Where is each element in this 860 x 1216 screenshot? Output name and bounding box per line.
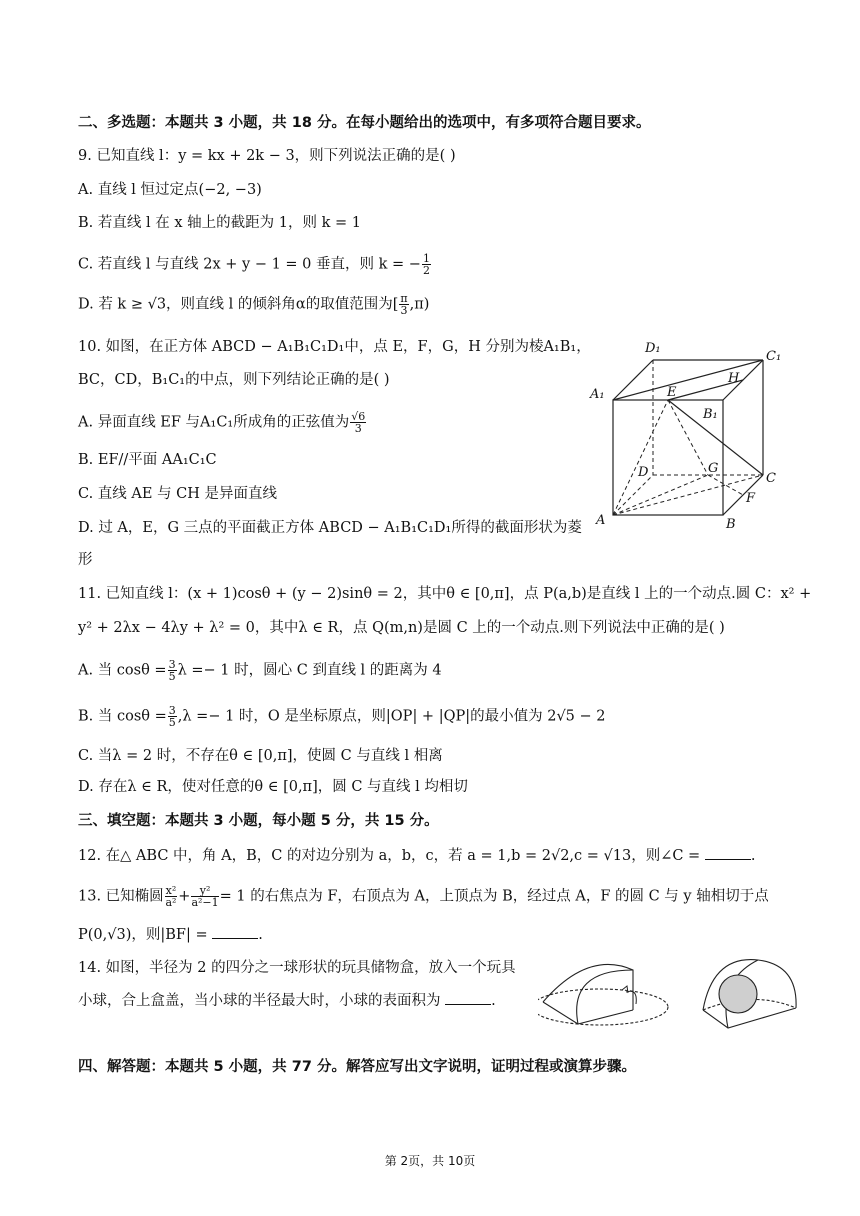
q13-answer-blank[interactable] (212, 924, 258, 939)
q9-option-d-text: D. 若 k ≥ √3，则直线 l 的倾斜角α的取值范围为[ (78, 296, 399, 313)
q11-stem-line1: 11. 已知直线 l：(x + 1)cosθ + (y − 2)sinθ = 2，其中θ ∈ [0,π]，点 P(a,b)是直线 l 上的一个动点.圆 C：x² + (78, 586, 812, 602)
q9-option-d-end: ,π) (409, 296, 430, 313)
q9-stem: 9. 已知直线 l：y = kx + 2k − 3，则下列说法正确的是( ) (78, 148, 456, 164)
label-f: F (746, 491, 756, 506)
q10-option-a-fraction (350, 411, 366, 434)
q11-b-denominator: 5 (168, 716, 176, 729)
closed-box-figure (703, 960, 796, 1028)
q9-option-c (78, 253, 432, 276)
q11-b-numerator: 3 (168, 704, 176, 717)
q14-stem-line1: 14. 如图，半径为 2 的四分之一球形状的玩具储物盒，放入一个玩具 (78, 960, 516, 976)
label-h: H (728, 371, 740, 386)
q14-end: . (491, 993, 496, 1009)
q11-option-a-text: A. 当 cosθ = (78, 662, 167, 679)
q9-option-d (78, 293, 429, 316)
q11-option-a-fraction (168, 659, 177, 682)
q13-fx-denominator: a² (165, 896, 177, 909)
q13-text-post: = 1 的右焦点为 F，右顶点为 A，上顶点为 B，经过点 A，F 的圆 C 与 y 轴相切于点 (219, 888, 769, 905)
q9-option-a: A. 直线 l 恒过定点(−2, −3) (78, 182, 262, 198)
diagonal-a1c1 (613, 360, 763, 400)
label-c1: C₁ (766, 349, 782, 364)
label-g: G (708, 461, 719, 476)
q13-fy-numerator: y² (191, 885, 218, 897)
q13-end: . (258, 927, 263, 943)
hidden-segment-ag (613, 475, 708, 515)
q10-stem-line1: 10. 如图，在正方体 ABCD − A₁B₁C₁D₁中，点 E，F，G，H 分别为棱A₁B₁， (78, 339, 591, 355)
q10-option-d-line2: 形 (78, 552, 93, 568)
hidden-segment-gf (708, 475, 743, 495)
q11-option-b-fraction (168, 705, 177, 728)
q9-option-d-fraction (399, 293, 408, 316)
label-c: C (766, 471, 776, 486)
section-heading-fill-in: 三、填空题：本题共 3 小题，每小题 5 分，共 15 分。 (78, 813, 439, 829)
q11-option-b-end: ,λ =− 1 时，O 是坐标原点，则|OP| + |QP|的最小值为 2√5 − 2 (177, 708, 606, 725)
closed-base-edges (703, 1008, 796, 1028)
q14-answer-blank[interactable] (445, 990, 491, 1005)
q12-answer-blank[interactable] (705, 845, 751, 860)
q9-d-denominator: 3 (400, 304, 408, 317)
quarter-sphere-figures (538, 950, 818, 1035)
base-ellipse (538, 989, 668, 1025)
q13-line2-text: P(0,√3)，则|BF| = (78, 927, 208, 943)
q10-option-d-line1: D. 过 A，E，G 三点的平面截正方体 ABCD − A₁B₁C₁D₁所得的截面形状为菱 (78, 520, 582, 536)
q12-text: 12. 在△ ABC 中，角 A，B，C 的对边分别为 a，b，c，若 a = 1,b = 2√2,c = √13，则∠C = (78, 848, 701, 864)
q13-fx-numerator: x² (165, 884, 177, 897)
q12-stem (78, 845, 755, 866)
q10-stem-line2: BC，CD，B₁C₁的中点，则下列结论正确的是( ) (78, 372, 390, 388)
hidden-segment-ac (613, 475, 763, 515)
q11-option-b-text: B. 当 cosθ = (78, 708, 167, 725)
q13-text-pre: 13. 已知椭圆 (78, 888, 164, 905)
q10-option-c: C. 直线 AE 与 CH 是异面直线 (78, 486, 278, 502)
q10-a-numerator: √6 (351, 410, 366, 423)
hidden-edge-ad (613, 475, 653, 515)
label-a: A (596, 513, 606, 528)
toy-ball (719, 975, 757, 1013)
q13-plus: + (178, 888, 191, 905)
cube-edge-bc (723, 475, 763, 515)
cube-edge-a1d1 (613, 360, 653, 400)
q11-stem-line2: y² + 2λx − 4λy + λ² = 0，其中λ ∈ R，点 Q(m,n)是圆 C 上的一个动点.则下列说法中正确的是( ) (78, 620, 725, 636)
box-base-right-edge (578, 1010, 633, 1024)
q10-a-denominator: 3 (354, 422, 362, 435)
q9-d-numerator: π (400, 292, 408, 305)
label-b: B (726, 517, 736, 530)
hidden-segment-ae (613, 400, 668, 515)
q9-option-b: B. 若直线 l 在 x 轴上的截距为 1，则 k = 1 (78, 215, 361, 231)
q11-option-a (78, 659, 442, 682)
hidden-segment-eg (668, 400, 708, 475)
section-heading-solutions: 四、解答题：本题共 5 小题，共 77 分。解答应写出文字说明，证明过程或演算步骤。 (78, 1059, 636, 1075)
box-base-front-edge (543, 1002, 578, 1024)
q11-option-c: C. 当λ = 2 时，不存在θ ∈ [0,π]，使圆 C 与直线 l 相离 (78, 748, 443, 764)
q9-c-numerator: 1 (422, 252, 430, 265)
box-outer-arc (543, 964, 633, 1010)
q13-fy-denominator: a²−1 (191, 896, 219, 909)
open-box-figure (538, 964, 668, 1025)
q11-a-denominator: 5 (168, 670, 176, 683)
q13-stem-line2 (78, 924, 263, 945)
page-footer: 第 2页，共 10页 (384, 1154, 476, 1168)
q9-option-c-text: C. 若直线 l 与直线 2x + y − 1 = 0 垂直，则 k = − (78, 256, 421, 273)
q11-option-d: D. 存在λ ∈ R，使对任意的θ ∈ [0,π]，圆 C 与直线 l 均相切 (78, 779, 468, 795)
q9-option-c-fraction (422, 253, 431, 276)
q11-option-a-end: λ =− 1 时，圆心 C 到直线 l 的距离为 4 (177, 662, 442, 679)
label-a1: A₁ (590, 387, 605, 402)
q14-line2-text: 小球，合上盒盖，当小球的半径最大时，小球的表面积为 (78, 993, 441, 1009)
section-heading-multiple-choice: 二、多选题：本题共 3 小题，共 18 分。在每小题给出的选项中，有多项符合题目要求。 (78, 115, 651, 131)
q10-option-a (78, 411, 367, 434)
label-b1: B₁ (703, 407, 718, 422)
label-e: E (667, 385, 677, 400)
label-d: D (638, 465, 649, 480)
q11-option-b (78, 705, 606, 728)
q10-option-a-text: A. 异面直线 EF 与A₁C₁所成角的正弦值为 (78, 414, 350, 431)
q14-stem-line2 (78, 990, 496, 1011)
q13-stem-line1 (78, 885, 769, 908)
q13-fraction-x (165, 885, 178, 908)
rotation-arrow (626, 991, 636, 1004)
q13-fraction-y (191, 885, 218, 908)
q11-a-numerator: 3 (168, 658, 176, 671)
q10-option-b: B. EF//平面 AA₁C₁C (78, 452, 217, 468)
q12-end: . (750, 848, 756, 864)
cube-figure (588, 330, 788, 530)
q9-c-denominator: 2 (422, 264, 430, 277)
label-d1: D₁ (645, 341, 661, 356)
box-lid-arc (577, 970, 633, 1024)
